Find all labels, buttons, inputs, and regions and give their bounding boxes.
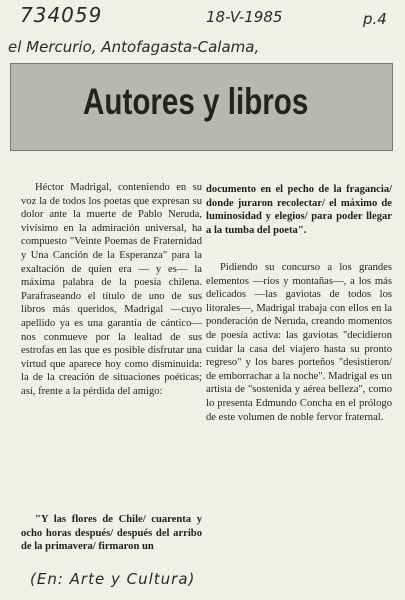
quote-part-1: "Y las flores de Chile/ cuarenta y ocho horas después/ después del arribo de la primavera/ firmaron un [21,514,202,553]
handwritten-source-note: el Mercurio, Antofagasta-Calama, [8,38,260,56]
paragraph-1: Héctor Madrigal, conteniendo en su voz la de todos los poetas que expresan su dolor ante la muerte de Pablo Neruda, vivísimo en la admiración universal, ha compuesto "Veinte Poemas de Fraternidad y Una Canción de la Esperanza" para la exaltación de quien era — y es— la máxima palabra de la poesía chilena. Parafraseando el título de uno de sus libros más queridos, Madrigal —cuyo apellido ya es una garantía de cántico— nos conmueve por la lealtad de sus estrofas en las que es posible disfrutar una virtud que aparece hoy como disminuida: la de la creación de situaciones poéticas; así, frente a la pérdida del amigo: [21,182,202,397]
quote-part-2: documento en el pecho de la fragancia/ donde juraron recolectar/ el máximo de luminosidad y elegios/ para poder llegar a la tumba del poeta". [206,184,392,236]
left-column [21,181,202,399]
left-column-quote [21,513,202,554]
handwritten-section-note: (En: Arte y Cultura) [30,570,196,588]
article-title: Autores y libros [83,81,309,122]
handwritten-date: 18-V-1985 [206,8,283,26]
paragraph-2: Pidiendo su concurso a los grandes elementos —ríos y montañas—, a los más delicados —las gaviotas de todos los litorales—, Madrigal trabaja con ellos en la ponderación de Neruda, creando momentos de poesía activa: las gaviotas "decidieron cuidar la casa del viajero hasta su pronto regreso" y los bares porteños "desistieron/ de emborrachar a la noche". Madrigal es un artista de "sostenida y aérea belleza", como lo presenta Edmundo Concha en el prólogo de este volumen de noble fervor fraternal. [206,262,392,423]
title-banner [10,63,393,151]
right-column-quote [206,183,392,237]
handwritten-page-number: p.4 [363,10,387,28]
right-column [206,261,392,424]
handwritten-catalog-number: 734059 [20,3,103,27]
